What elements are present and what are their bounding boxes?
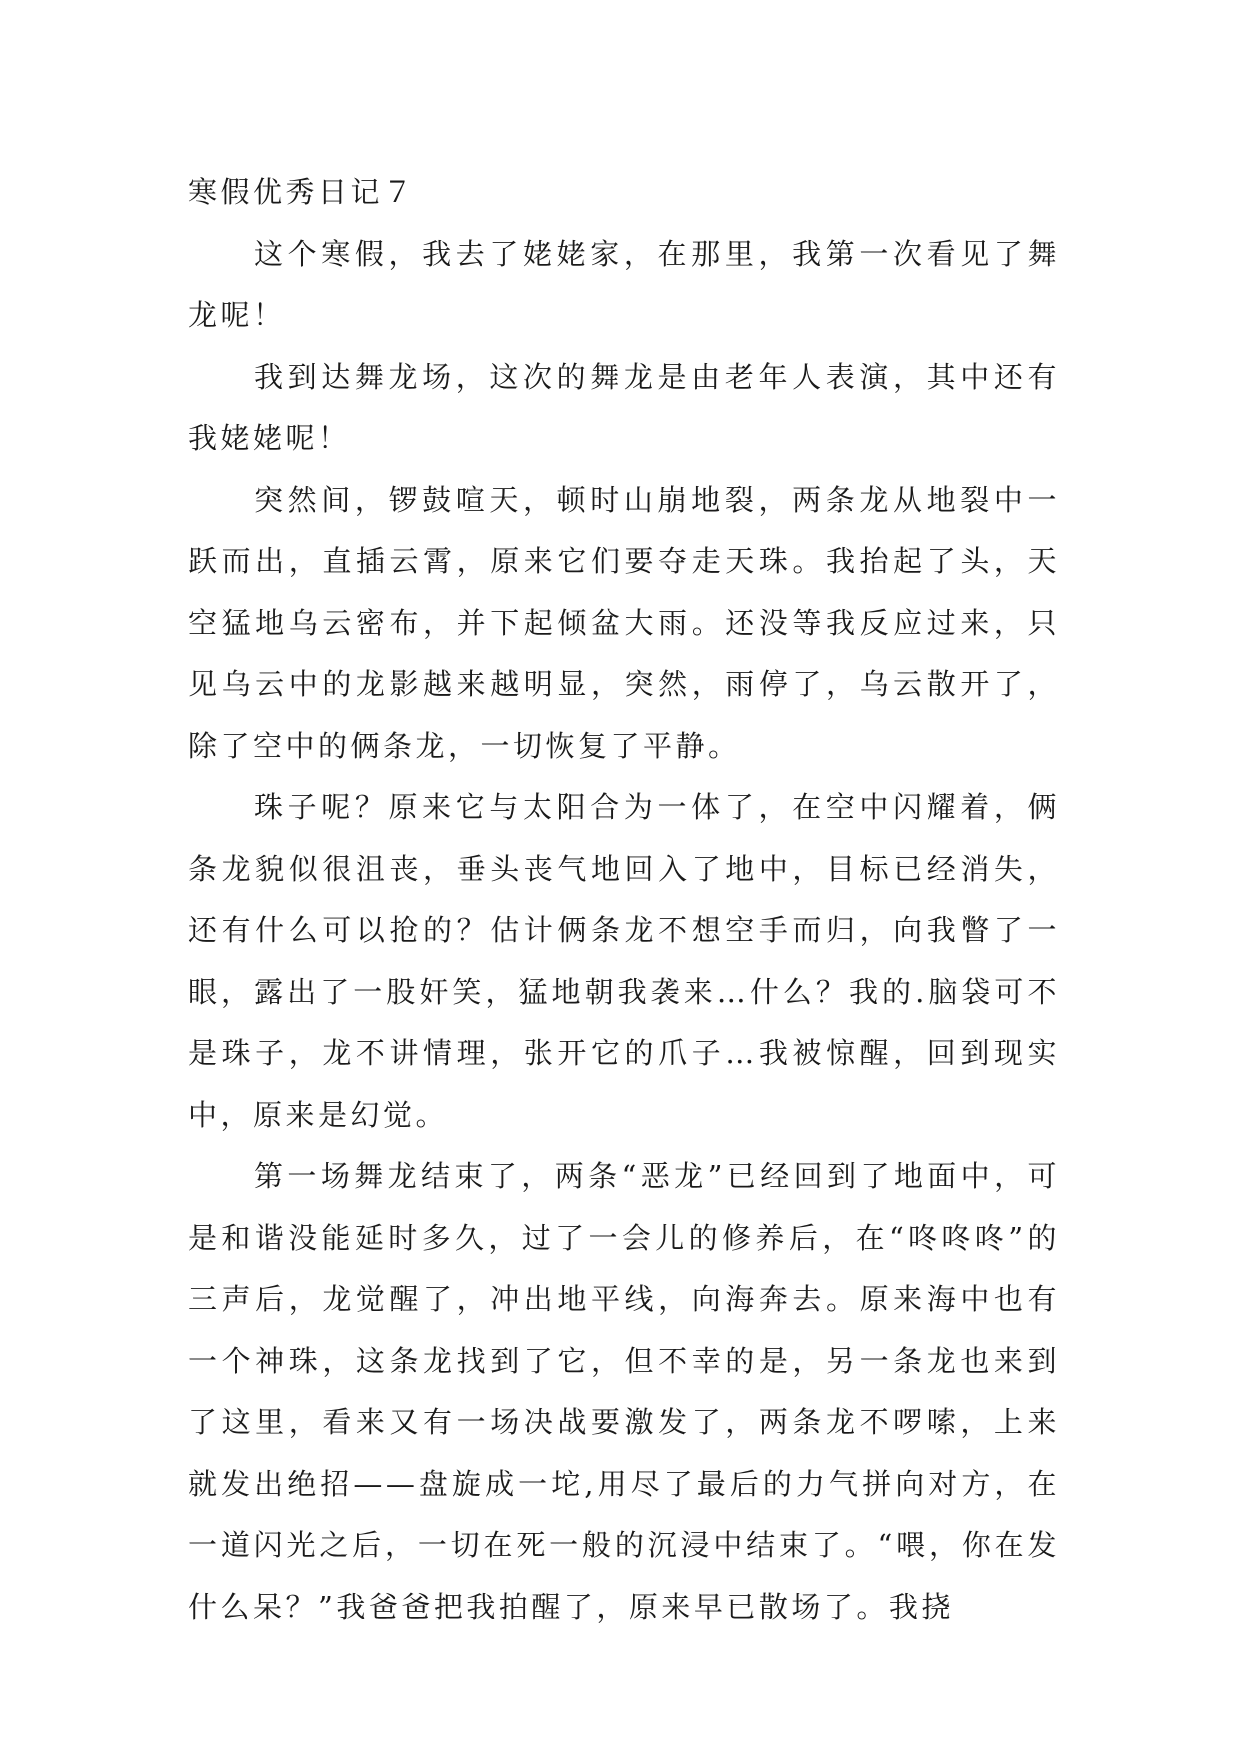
paragraph-4: 珠子呢？原来它与太阳合为一体了，在空中闪耀着，俩条龙貌似很沮丧，垂头丧气地回入了地中，目标已经消失，还有什么可以抢的？估计俩条龙不想空手而归，向我瞥了一眼，露出了一股奸笑，猛地朝我袭来…什么？我的.脑袋可不是珠子，龙不讲情理，张开它的爪子…我被惊醒，回到现实中，原来是幻觉。 (188, 790, 1060, 1132)
document-title: 寒假优秀日记７ (188, 175, 416, 209)
paragraph-1: 这个寒假，我去了姥姥家，在那里，我第一次看见了舞龙呢！ (188, 236, 1060, 332)
paragraph-3: 突然间，锣鼓喧天，顿时山崩地裂，两条龙从地裂中一跃而出，直插云霄，原来它们要夺走天珠。我抬起了头，天空猛地乌云密布，并下起倾盆大雨。还没等我反应过来，只见乌云中的龙影越来越明显，突然，雨停了，乌云散开了，除了空中的俩条龙，一切恢复了平静。 (188, 482, 1060, 763)
paragraph-5: 第一场舞龙结束了，两条“恶龙”已经回到了地面中，可是和谐没能延时多久，过了一会儿的修养后，在“咚咚咚”的三声后，龙觉醒了，冲出地平线，向海奔去。原来海中也有一个神珠，这条龙找到了它，但不幸的是，另一条龙也来到了这里，看来又有一场决战要激发了，两条龙不啰嗦，上来就发出绝招——盘旋成一坨,用尽了最后的力气拼向对方，在一道闪光之后，一切在死一般的沉浸中结束了。“喂，你在发什么呆？”我爸爸把我拍醒了，原来早已散场了。我挠 (188, 1159, 1060, 1624)
document-body (188, 162, 1060, 1638)
paragraph-2: 我到达舞龙场，这次的舞龙是由老年人表演，其中还有我姥姥呢！ (188, 359, 1060, 455)
